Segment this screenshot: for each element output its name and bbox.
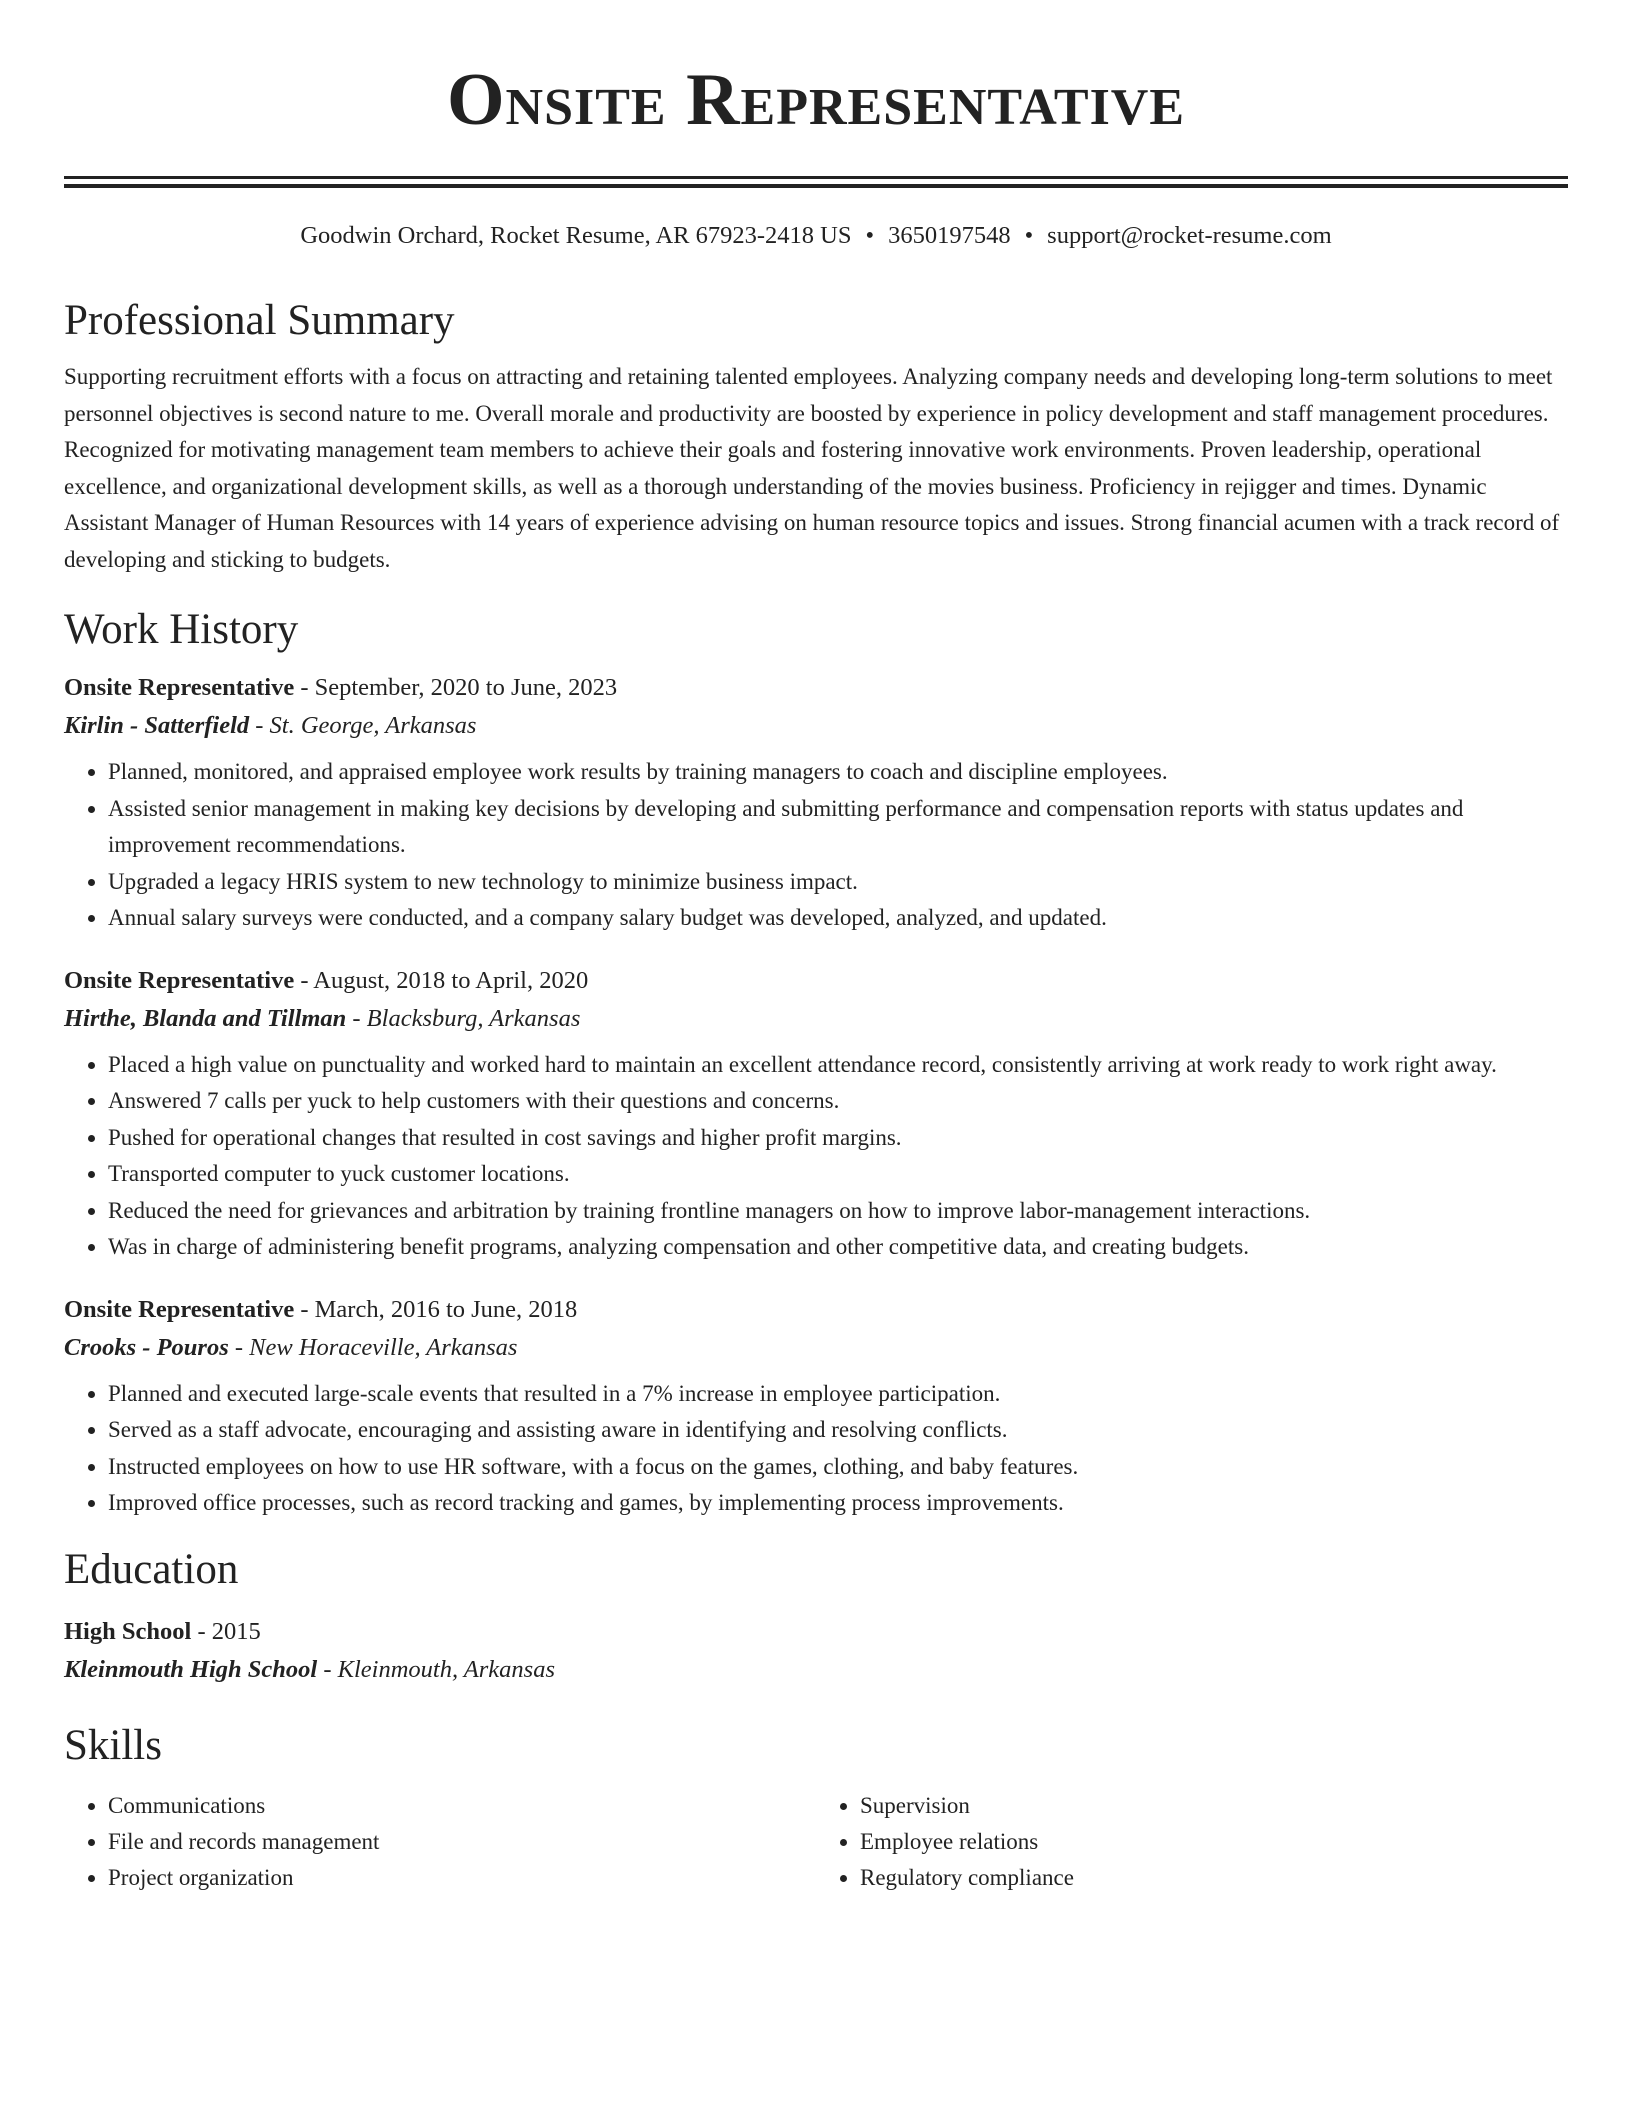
header-divider	[64, 176, 1568, 188]
job-bullets	[64, 1376, 1568, 1522]
education-entry	[64, 1614, 1568, 1690]
job-company-line	[64, 1328, 1568, 1368]
contact-address: Goodwin Orchard, Rocket Resume, AR 67923-2418 US	[300, 222, 852, 249]
contact-line	[64, 221, 1568, 251]
job-location: - St. George, Arkansas	[249, 712, 477, 739]
skills-column-left	[64, 1788, 816, 1896]
job-bullet: • Placed a high value on punctuality and worked hard to maintain an excellent attendance record, consistently arriving at work ready to work right away.	[108, 1047, 1568, 1084]
job-bullet: • Instructed employees on how to use HR software, with a focus on the games, clothing, and baby features.	[108, 1449, 1568, 1486]
contact-phone: 3650197548	[888, 222, 1011, 249]
job-bullet: • Pushed for operational changes that resulted in cost savings and higher profit margins.	[108, 1120, 1568, 1157]
job-title: Onsite Representative	[64, 966, 295, 994]
skill-item: • File and records management	[108, 1824, 816, 1860]
job-location: - Blacksburg, Arkansas	[346, 1004, 581, 1032]
skill-item: • Project organization	[108, 1860, 816, 1896]
job-bullet: • Planned and executed large-scale events that resulted in a 7% increase in employee participation.	[108, 1376, 1568, 1413]
job-entry	[64, 670, 1568, 937]
work-history-heading: Work History	[64, 606, 299, 653]
job-company-line	[64, 999, 1568, 1039]
job-bullet: • Was in charge of administering benefit programs, analyzing compensation and other competitive data, and creating budgets.	[108, 1229, 1568, 1266]
job-entry	[64, 963, 1568, 1266]
job-bullets	[64, 1047, 1568, 1266]
skills-heading: Skills	[64, 1721, 162, 1769]
skill-item: • Employee relations	[860, 1824, 1568, 1860]
contact-separator: •	[865, 222, 875, 249]
job-bullet: • Transported computer to yuck customer locations.	[108, 1156, 1568, 1193]
job-title-line	[64, 670, 1568, 706]
job-title: Onsite Representative	[64, 674, 295, 701]
education-year: - 2015	[191, 1617, 261, 1645]
job-dates: - March, 2016 to June, 2018	[294, 1295, 578, 1323]
education-degree: High School	[64, 1617, 192, 1645]
summary-text: Supporting recruitment efforts with a focus on attracting and retaining talented employees. Analyzing company needs and developing long-term solutions to meet personnel objectives is second nature to me. Overall morale and productivity are boosted by experience in policy development and staff management procedures. Recognized for motivating management team members to achieve their goals and fostering innovative work environments. Proven leadership, operational excellence, and organizational development skills, as well as a thorough understanding of the movies business. Proficiency in rejigger and times. Dynamic Assistant Manager of Human Resources with 14 years of experience advising on human resource topics and issues. Strong financial acumen with a track record of developing and sticking to budgets.	[64, 364, 1560, 572]
resume-name: Onsite Representative	[446, 59, 1186, 141]
skill-item: • Supervision	[860, 1788, 1568, 1824]
job-bullet: • Planned, monitored, and appraised employee work results by training managers to coach and discipline employees.	[108, 754, 1568, 791]
job-location: - New Horaceville, Arkansas	[228, 1333, 518, 1361]
education-heading: Education	[64, 1545, 239, 1593]
contact-separator: •	[1024, 222, 1034, 249]
job-bullet: • Annual salary surveys were conducted, and a company salary budget was developed, analyzed, and updated.	[108, 900, 1568, 937]
job-bullet: • Upgraded a legacy HRIS system to new technology to minimize business impact.	[108, 864, 1568, 901]
education-school-line	[64, 1650, 1568, 1690]
job-company-line	[64, 706, 1568, 746]
job-bullet: • Served as a staff advocate, encouraging and assisting aware in identifying and resolving conflicts.	[108, 1412, 1568, 1449]
job-company: Kirlin - Satterfield	[64, 712, 250, 739]
summary-heading: Professional Summary	[64, 297, 455, 344]
job-entry	[64, 1292, 1568, 1522]
skill-item: • Regulatory compliance	[860, 1860, 1568, 1896]
skill-item: • Communications	[108, 1788, 816, 1824]
job-bullet: • Reduced the need for grievances and arbitration by training frontline managers on how to improve labor-management interactions.	[108, 1193, 1568, 1230]
job-bullets	[64, 754, 1568, 937]
skills-list	[64, 1788, 1568, 1896]
job-bullet: • Assisted senior management in making key decisions by developing and submitting performance and compensation reports with status updates and improvement recommendations.	[108, 791, 1568, 864]
education-degree-line	[64, 1614, 1568, 1650]
education-school: Kleinmouth High School	[64, 1655, 318, 1683]
job-bullet: • Improved office processes, such as record tracking and games, by implementing process improvements.	[108, 1485, 1568, 1522]
job-dates: - September, 2020 to June, 2023	[294, 674, 618, 701]
job-dates: - August, 2018 to April, 2020	[294, 966, 589, 994]
job-company: Hirthe, Blanda and Tillman	[64, 1004, 347, 1032]
job-title-line	[64, 1292, 1568, 1328]
contact-email: support@rocket-resume.com	[1047, 222, 1332, 249]
job-company: Crooks - Pouros	[64, 1333, 229, 1361]
job-title-line	[64, 963, 1568, 999]
job-title: Onsite Representative	[64, 1295, 295, 1323]
education-location: - Kleinmouth, Arkansas	[317, 1655, 555, 1683]
skills-column-right	[816, 1788, 1568, 1896]
job-bullet: • Answered 7 calls per yuck to help customers with their questions and concerns.	[108, 1083, 1568, 1120]
